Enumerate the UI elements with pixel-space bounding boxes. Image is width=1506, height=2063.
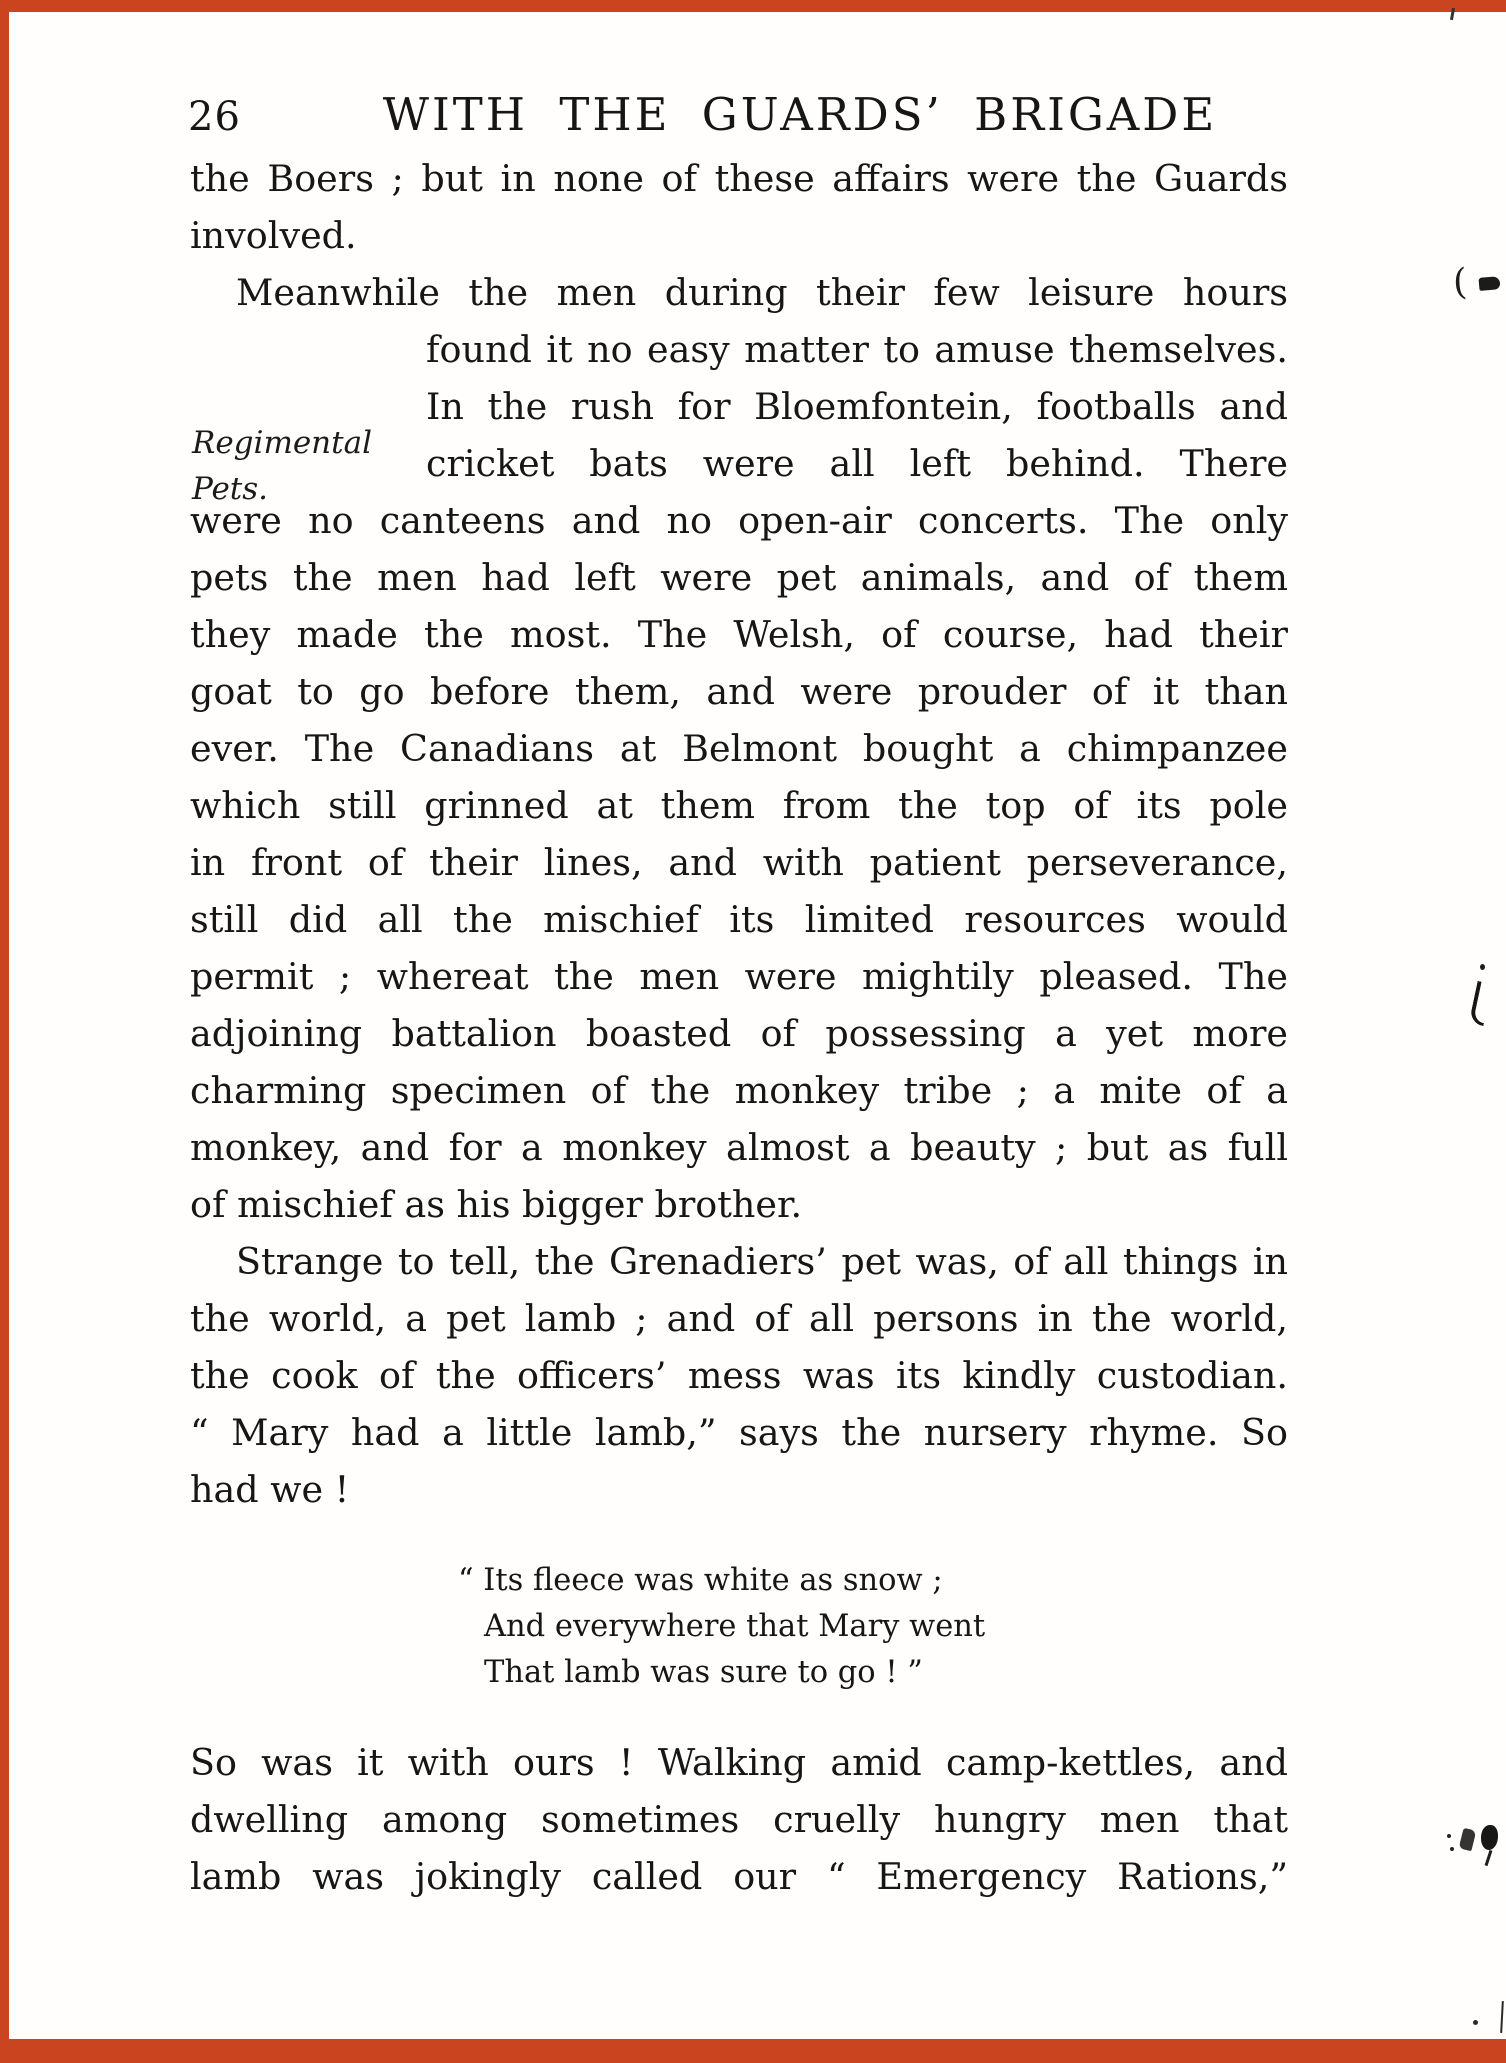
text-line: involved. <box>190 214 357 257</box>
text-line: “ Mary had a little lamb,” says the nursery rhyme. So <box>190 1411 1288 1454</box>
text-line: permit ; whereat the men were mightily pleased. The <box>190 955 1288 998</box>
text-line: were no canteens and no open-air concerts. The only <box>190 499 1288 542</box>
stray-mark <box>1450 8 1455 20</box>
text-line: in front of their lines, and with patient perseverance, <box>190 841 1288 884</box>
stray-mark <box>1469 981 1493 1026</box>
text-line: found it no easy matter to amuse themselves. <box>426 328 1288 371</box>
text-line: charming specimen of the monkey tribe ; a mite of a <box>190 1069 1288 1112</box>
verse-line: And everywhere that Mary went <box>484 1609 986 1644</box>
text-line: cricket bats were all left behind. There <box>426 442 1288 485</box>
stray-mark <box>1447 1834 1451 1838</box>
verse-quote <box>458 1558 1288 1696</box>
scan-edge-top <box>0 0 1506 12</box>
text-line: Strange to tell, the Grenadiers’ pet was, of all things in <box>236 1240 1288 1283</box>
text-line: of mischief as his bigger brother. <box>190 1183 803 1226</box>
text-line: ever. The Canadians at Belmont bought a chimpanzee <box>190 727 1288 770</box>
running-header-title: WITH THE GUARDS’ BRIGADE <box>382 88 1218 141</box>
stray-mark <box>1480 964 1485 970</box>
margin-note-line: Regimental <box>192 425 373 461</box>
text-line: adjoining battalion boasted of possessing a yet more <box>190 1012 1288 1055</box>
stray-mark <box>1478 276 1500 291</box>
verse-line: That lamb was sure to go ! ” <box>484 1655 923 1690</box>
stray-mark <box>1450 1847 1454 1851</box>
verse-line: “ Its fleece was white as snow ; <box>458 1563 943 1598</box>
text-line: had we ! <box>190 1468 350 1511</box>
page-number: 26 <box>188 94 241 140</box>
text-line: So was it with ours ! Walking amid camp-kettles, and <box>190 1741 1288 1784</box>
text-line: which still grinned at them from the top of its pole <box>190 784 1288 827</box>
stray-mark <box>1473 2020 1478 2025</box>
text-line: Meanwhile the men during their few leisure hours <box>236 271 1288 314</box>
text-line: they made the most. The Welsh, of course, had their <box>190 613 1288 656</box>
stray-mark: ( <box>1451 261 1469 304</box>
text-line: In the rush for Bloemfontein, footballs and <box>426 385 1288 428</box>
stray-mark <box>1459 1828 1477 1852</box>
text-line: the cook of the officers’ mess was its kindly custodian. <box>190 1354 1288 1397</box>
text-line: the Boers ; but in none of these affairs were the Guards <box>190 157 1288 200</box>
stray-mark <box>1485 1850 1493 1866</box>
text-line: lamb was jokingly called our “ Emergency Rations,” <box>190 1855 1288 1898</box>
margin-note-line: Pets. <box>192 471 269 507</box>
stray-mark <box>1500 2001 1504 2033</box>
text-line: still did all the mischief its limited resources would <box>190 898 1288 941</box>
body-text <box>190 150 1288 1905</box>
text-line: dwelling among sometimes cruelly hungry men that <box>190 1798 1288 1841</box>
text-line: monkey, and for a monkey almost a beauty ; but as full <box>190 1126 1288 1169</box>
scan-edge-left <box>0 0 9 2063</box>
text-line: goat to go before them, and were prouder of it than <box>190 670 1288 713</box>
text-line: pets the men had left were pet animals, and of them <box>190 556 1288 599</box>
stray-mark <box>1481 1825 1498 1850</box>
text-line: the world, a pet lamb ; and of all persons in the world, <box>190 1297 1288 1340</box>
scan-edge-bottom <box>0 2039 1506 2063</box>
